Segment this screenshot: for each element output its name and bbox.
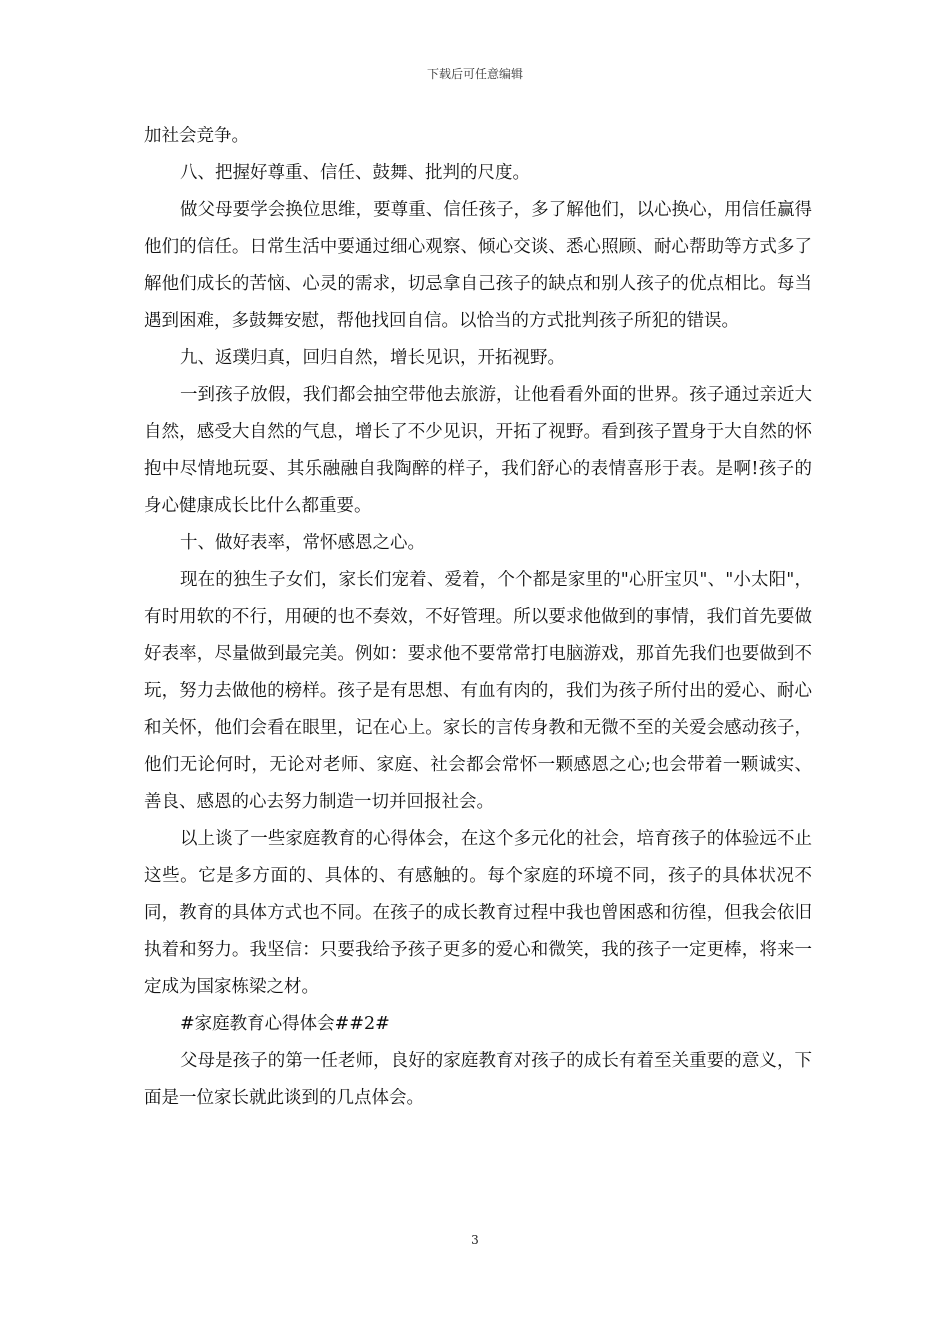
paragraph-3: 做父母要学会换位思维，要尊重、信任孩子，多了解他们，以心换心，用信任赢得他们的信任。日常生活中要通过细心观察、倾心交谈、悉心照顾、耐心帮助等方式多了解他们成长的苦恼、心灵的需求，切忌拿自己孩子的缺点和别人孩子的优点相比。每当遇到困难，多鼓舞安慰，帮他找回自信。以恰当的方式批判孩子所犯的错误。 (144, 200, 812, 331)
paragraph-7: 现在的独生子女们，家长们宠着、爱着，个个都是家里的"心肝宝贝"、"小太阳"，有时用软的不行，用硬的也不奏效，不好管理。所以要求他做到的事情，我们首先要做好表率，尽量做到最完美。例如：要求他不要常常打电脑游戏，那首先我们也要做到不玩，努力去做他的榜样。孩子是有思想、有血有肉的，我们为孩子所付出的爱心、耐心和关怀，他们会看在眼里，记在心上。家长的言传身教和无微不至的关爱会感动孩子，他们无论何时，无论对老师、家庭、社会都会常怀一颗感恩之心;也会带着一颗诚实、善良、感恩的心去努力制造一切并回报社会。 (144, 570, 812, 812)
paragraph-5: 一到孩子放假，我们都会抽空带他去旅游，让他看看外面的世界。孩子通过亲近大自然，感受大自然的气息，增长了不少见识，开拓了视野。看到孩子置身于大自然的怀抱中尽情地玩耍、其乐融融自我陶醉的样子，我们舒心的表情喜形于表。是啊!孩子的身心健康成长比什么都重要。 (144, 385, 812, 516)
paragraph-10: 父母是孩子的第一任老师，良好的家庭教育对孩子的成长有着至关重要的意义，下面是一位家长就此谈到的几点体会。 (144, 1051, 812, 1108)
heading-section-8: 八、把握好尊重、信任、鼓舞、批判的尺度。 (180, 163, 530, 183)
paragraph-8: 以上谈了一些家庭教育的心得体会，在这个多元化的社会，培育孩子的体验远不止这些。它是多方面的、具体的、有感触的。每个家庭的环境不同，孩子的具体状况不同，教育的具体方式也不同。在孩子的成长教育过程中我也曾困惑和彷徨，但我会依旧执着和努力。我坚信：只要我给予孩子更多的爱心和微笑，我的孩子一定更棒，将来一定成为国家栋梁之材。 (144, 829, 812, 997)
page-header: 下载后可任意编辑 (426, 67, 523, 81)
paragraph-1: 加社会竞争。 (144, 126, 249, 146)
document-body (144, 118, 812, 1117)
page-number: 3 (471, 1233, 479, 1247)
heading-section-10: 十、做好表率，常怀感恩之心。 (180, 533, 425, 553)
heading-section-9: 九、返璞归真，回归自然，增长见识，开拓视野。 (180, 348, 565, 368)
heading-tag: #家庭教育心得体会##2# (180, 1014, 390, 1034)
